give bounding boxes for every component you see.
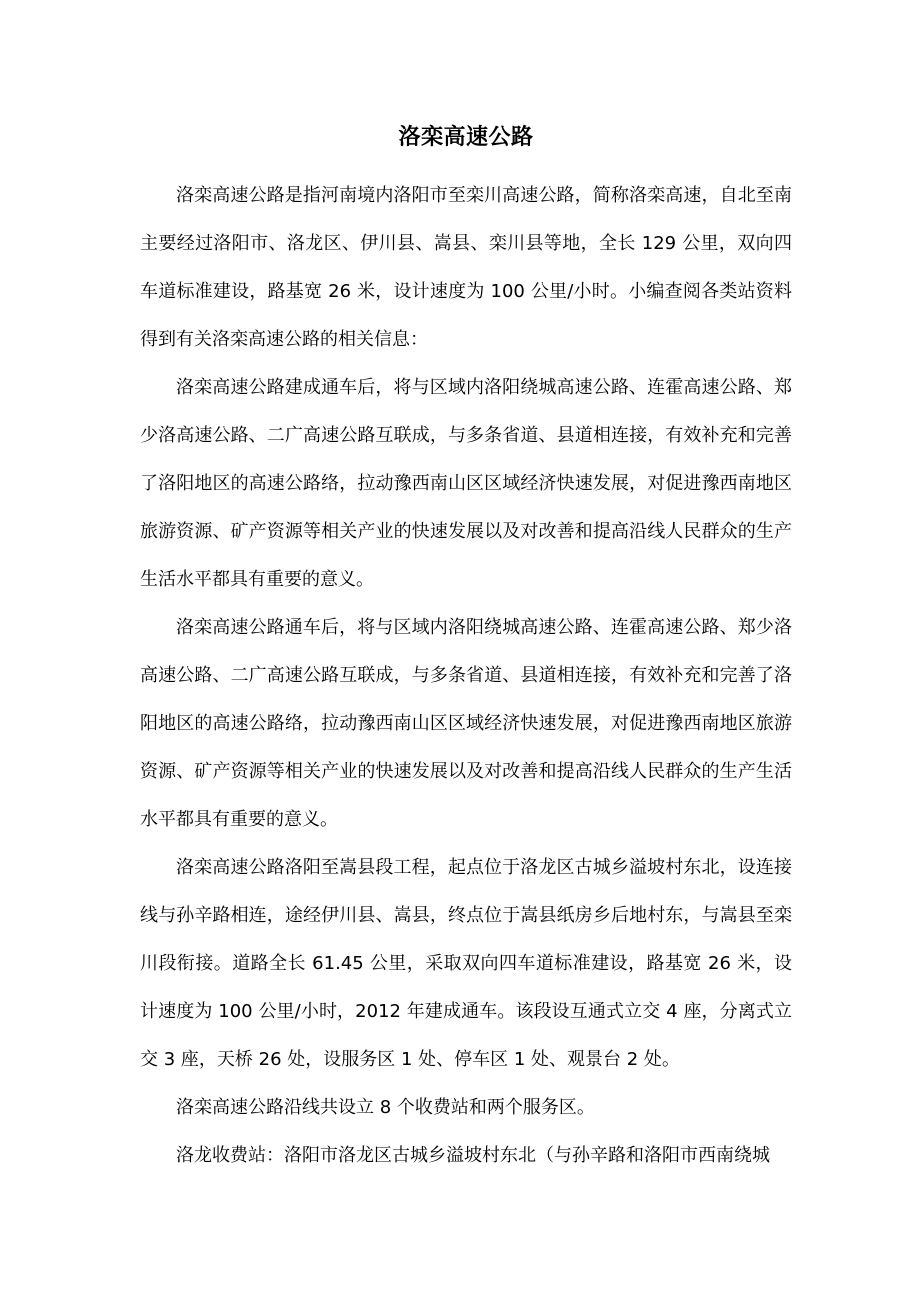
paragraph-toll-stations-summary: 洛栾高速公路沿线共设立 8 个收费站和两个服务区。 bbox=[176, 1097, 595, 1118]
document-title: 洛栾高速公路 bbox=[398, 125, 534, 150]
paragraph-significance-1: 洛栾高速公路建成通车后，将与区域内洛阳绕城高速公路、连霍高速公路、郑少洛高速公路、二广高速公路互联成，与多条省道、县道相连接，有效补充和完善了洛阳地区的高速公路络，拉动豫西南山区区域经济快速发展，对促进豫西南地区旅游资源、矿产资源等相关产业的快速发展以及对改善和提高沿线人民群众的生产生活水平都具有重要的意义。 bbox=[140, 377, 792, 590]
paragraph-intro: 洛栾高速公路是指河南境内洛阳市至栾川高速公路，简称洛栾高速，自北至南主要经过洛阳市、洛龙区、伊川县、嵩县、栾川县等地，全长 129 公里，双向四车道标准建设，路基宽 26 米，设计速度为 100 公里/小时。小编查阅各类站资料得到有关洛栾高速公路的相关信息： bbox=[140, 185, 792, 350]
paragraph-luolong-toll-station: 洛龙收费站：洛阳市洛龙区古城乡溢坡村东北（与孙辛路和洛阳市西南绕城 bbox=[176, 1145, 770, 1166]
paragraph-luoyang-songxian-section: 洛栾高速公路洛阳至嵩县段工程，起点位于洛龙区古城乡溢坡村东北，设连接线与孙辛路相连，途经伊川县、嵩县，终点位于嵩县纸房乡后地村东，与嵩县至栾川段衔接。道路全长 61.45 公里，采取双向四车道标准建设，路基宽 26 米，设计速度为 100 公里/小时，2012 年建成通车。该段设互通式立交 4 座，分离式立交 3 座，天桥 26 处，设服务区 1 处、停车区 1 处、观景台 2 处。 bbox=[140, 857, 792, 1070]
paragraph-significance-2: 洛栾高速公路通车后，将与区域内洛阳绕城高速公路、连霍高速公路、郑少洛高速公路、二广高速公路互联成，与多条省道、县道相连接，有效补充和完善了洛阳地区的高速公路络，拉动豫西南山区区域经济快速发展，对促进豫西南地区旅游资源、矿产资源等相关产业的快速发展以及对改善和提高沿线人民群众的生产生活水平都具有重要的意义。 bbox=[140, 617, 792, 830]
document-page bbox=[140, 124, 792, 1180]
